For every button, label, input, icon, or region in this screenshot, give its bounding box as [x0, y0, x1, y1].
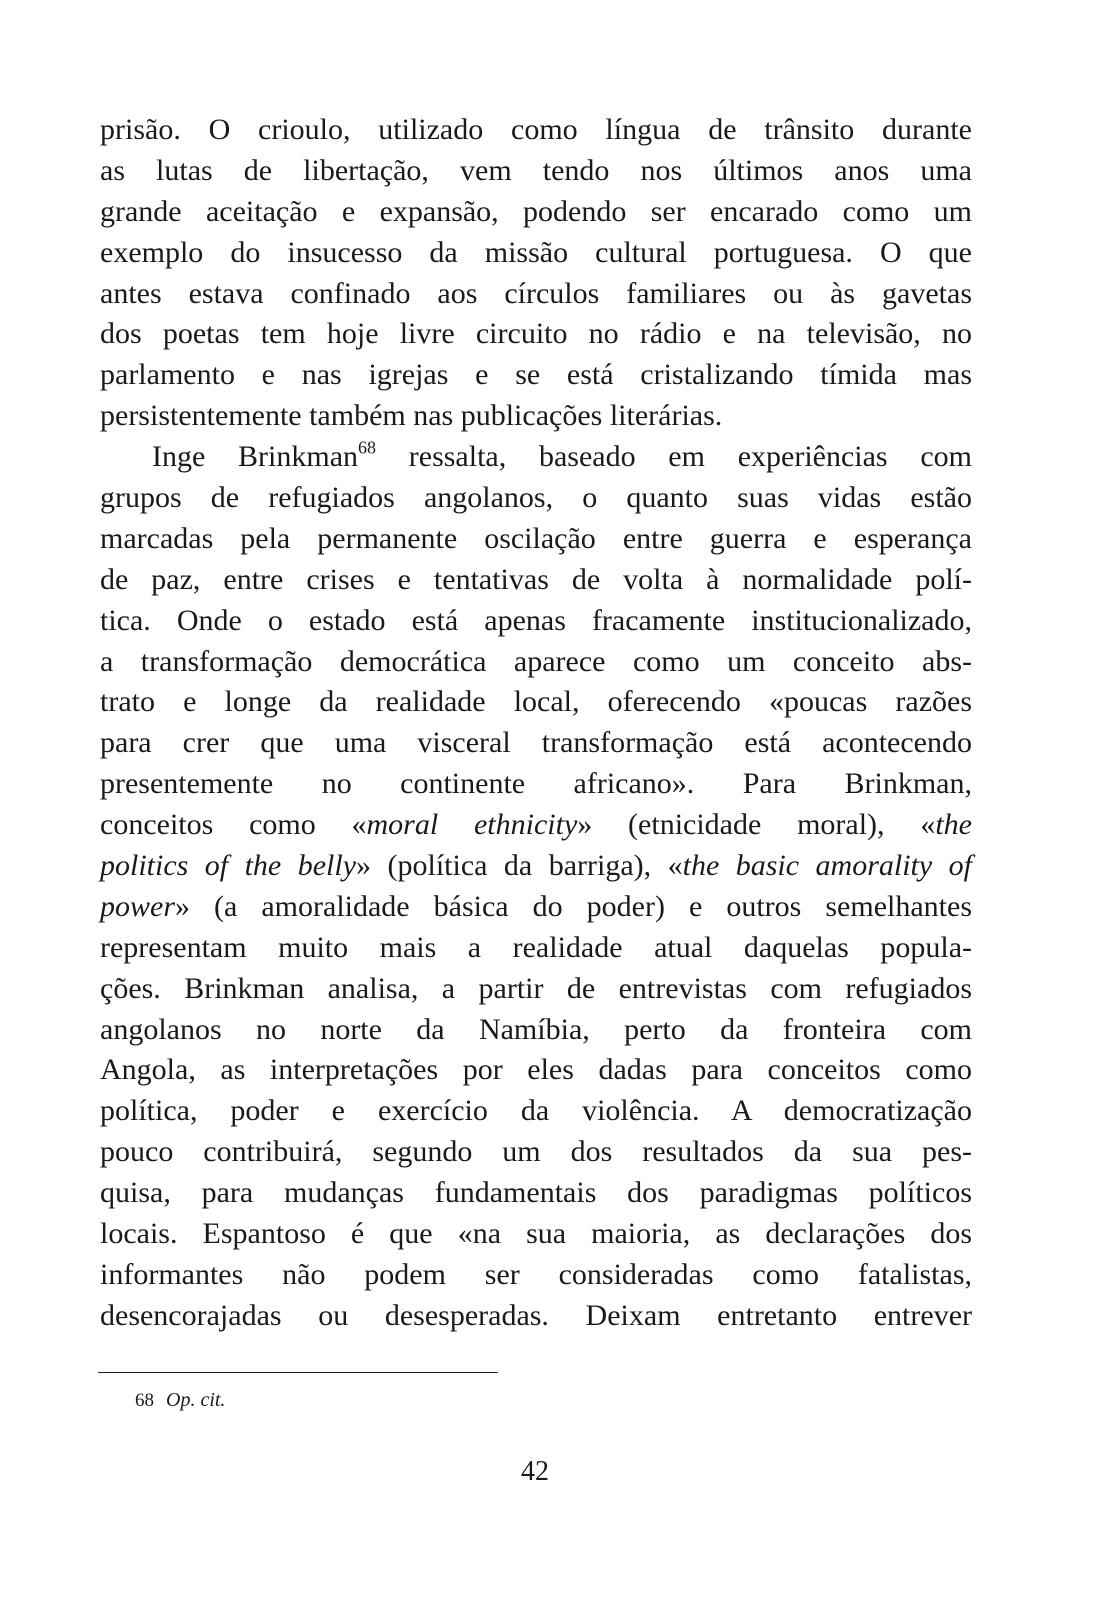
text-line — [100, 478, 972, 519]
text-segment: » (a amoralidade básica do poder) e outros semelhantes — [175, 889, 972, 923]
text-segment: parlamento e nas igrejas e se está cristalizando tímida mas — [100, 358, 972, 392]
text-line — [100, 355, 972, 396]
text-line — [100, 1132, 972, 1173]
text-segment: representam muito mais a realidade atual daquelas popula- — [100, 930, 972, 964]
text-line — [100, 110, 972, 151]
text-segment: as lutas de libertação, vem tendo nos últimos anos uma — [100, 153, 972, 187]
text-line — [100, 1255, 972, 1296]
text-line — [100, 396, 972, 437]
text-segment: política, poder e exercício da violência. A democratização — [100, 1094, 972, 1128]
text-segment: a transformação democrática aparece como um conceito abs- — [100, 644, 972, 678]
text-segment: grupos de refugiados angolanos, o quanto suas vidas estão — [100, 481, 972, 515]
text-segment: prisão. O crioulo, utilizado como língua de trânsito durante — [100, 113, 972, 146]
text-segment: dos poetas tem hoje livre circuito no rádio e na televisão, no — [100, 317, 972, 351]
text-segment: desencorajadas ou desesperadas. Deixam entretanto entrever — [100, 1298, 972, 1332]
footnote-text: Op. cit. — [166, 1389, 226, 1411]
text-segment: Angola, as interpretações por eles dadas para conceitos como — [100, 1053, 972, 1087]
text-line — [100, 314, 972, 355]
italic-phrase: the — [935, 808, 972, 842]
text-line — [100, 764, 972, 805]
text-line — [100, 928, 972, 969]
text-segment: trato e longe da realidade local, oferecendo «poucas razões — [100, 685, 972, 719]
text-line — [100, 1010, 972, 1051]
text-line — [100, 805, 972, 846]
text-segment: conceitos como « — [100, 808, 367, 842]
text-line — [100, 723, 972, 764]
text-segment: persistentemente também nas publicações literárias. — [100, 399, 723, 433]
text-segment: Inge Brinkman — [152, 440, 359, 474]
text-line — [100, 560, 972, 601]
text-segment: pouco contribuirá, segundo um dos resultados da sua pes- — [100, 1135, 972, 1169]
italic-phrase: power — [100, 889, 175, 923]
footnote-number: 68 — [135, 1390, 154, 1411]
text-line — [100, 969, 972, 1010]
text-line — [100, 682, 972, 723]
text-segment: antes estava confinado aos círculos familiares ou às gavetas — [100, 276, 972, 310]
text-line — [100, 1173, 972, 1214]
text-segment: » (política da barriga), « — [356, 849, 683, 883]
text-line — [100, 887, 972, 928]
text-segment: de paz, entre crises e tentativas de volta à normalidade polí- — [100, 562, 972, 596]
text-line — [100, 519, 972, 560]
text-line — [100, 642, 972, 683]
text-segment: para crer que uma visceral transformação está acontecendo — [100, 726, 972, 760]
body-text — [100, 110, 972, 1337]
text-segment: exemplo do insucesso da missão cultural portuguesa. O que — [100, 235, 972, 269]
text-segment: tica. Onde o estado está apenas fracamente institucionalizado, — [100, 603, 972, 637]
text-segment: locais. Espantoso é que «na sua maioria, as declarações dos — [100, 1217, 972, 1251]
text-line — [100, 1091, 972, 1132]
text-line — [100, 1214, 972, 1255]
text-line — [100, 151, 972, 192]
footnote-separator — [98, 1372, 498, 1373]
text-line — [100, 846, 972, 887]
footnote — [135, 1386, 225, 1415]
text-line — [100, 1296, 972, 1337]
text-segment: presentemente no continente africano». Para Brinkman, — [100, 767, 972, 801]
text-segment: informantes não podem ser consideradas como fatalistas, — [100, 1257, 972, 1291]
text-line — [100, 192, 972, 233]
text-line — [100, 233, 972, 274]
text-segment: angolanos no norte da Namíbia, perto da fronteira com — [100, 1012, 972, 1046]
text-line — [100, 1050, 972, 1091]
text-line — [100, 274, 972, 315]
text-segment: marcadas pela permanente oscilação entre guerra e esperança — [100, 521, 972, 555]
text-line — [100, 601, 972, 642]
italic-phrase: the basic amorality of — [682, 849, 972, 883]
text-segment: grande aceitação e expansão, podendo ser encarado como um — [100, 194, 972, 228]
footnote-reference: 68 — [358, 437, 377, 458]
italic-phrase: moral ethnicity — [366, 808, 578, 842]
text-segment: ressalta, baseado em experiências com — [376, 440, 972, 474]
text-segment: quisa, para mudanças fundamentais dos paradigmas políticos — [100, 1176, 972, 1210]
text-segment: ções. Brinkman analisa, a partir de entrevistas com refugiados — [100, 971, 972, 1005]
text-line — [100, 437, 972, 478]
page-number: 42 — [521, 1456, 549, 1487]
text-segment: » (etnicidade moral), « — [577, 808, 936, 842]
italic-phrase: politics of the belly — [100, 849, 357, 883]
